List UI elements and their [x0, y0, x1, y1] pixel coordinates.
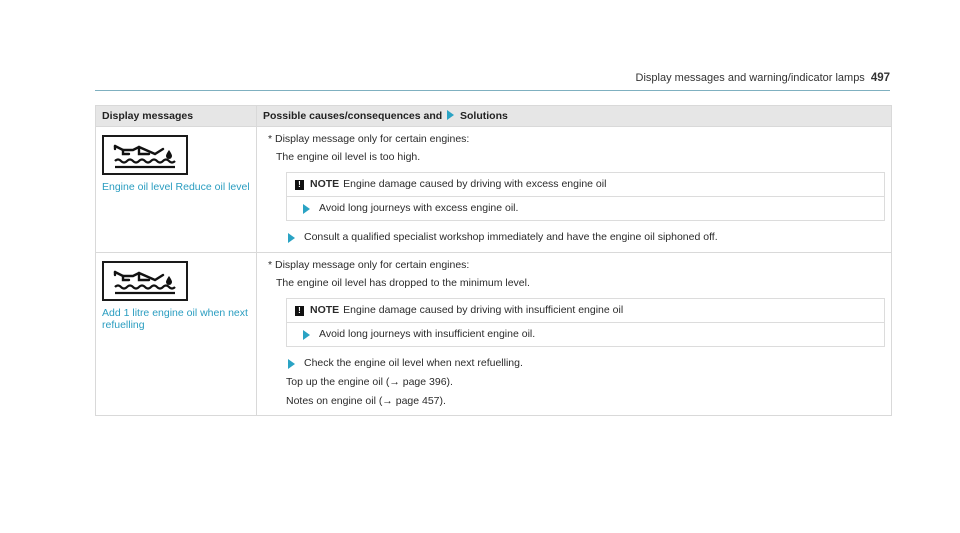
step-arrow-icon	[303, 330, 310, 340]
page-reference-top-up[interactable]: Top up the engine oil (→ page 396).	[286, 376, 453, 388]
note-label: NOTE	[310, 304, 340, 316]
cause-text: The engine oil level is too high.	[276, 151, 421, 163]
solutions-cell	[257, 127, 892, 253]
action-step	[286, 231, 885, 244]
step-arrow-icon	[303, 204, 310, 214]
cause-text: The engine oil level has dropped to the minimum level.	[276, 277, 530, 289]
table-row	[96, 253, 892, 416]
message-cell	[96, 127, 257, 253]
note-header	[287, 173, 884, 196]
note-header	[287, 299, 884, 322]
action-text: Check the engine oil level when next refuelling.	[304, 357, 523, 369]
column-header-causes-solutions	[257, 106, 892, 127]
page-reference-notes[interactable]: Notes on engine oil (→ page 457).	[286, 395, 446, 407]
running-head	[636, 72, 890, 84]
arrow-right-icon	[447, 110, 454, 120]
column-header-causes: Possible causes/consequences and	[263, 110, 443, 122]
note-text: Engine damage caused by driving with insufficient engine oil	[343, 304, 624, 316]
engine-oil-level-icon	[102, 261, 188, 301]
column-header-display-messages: Display messages	[96, 106, 257, 127]
note-box	[286, 298, 885, 347]
note-step	[287, 196, 884, 220]
note-step	[287, 322, 884, 346]
warning-icon: !	[295, 180, 304, 190]
display-messages-table	[95, 105, 892, 416]
column-header-solutions: Solutions	[460, 110, 508, 122]
table-row	[96, 127, 892, 253]
note-label: NOTE	[310, 178, 340, 190]
message-cell	[96, 253, 257, 416]
message-label: Add 1 litre engine oil when next refuelling	[102, 307, 248, 331]
action-step	[286, 357, 885, 370]
note-box	[286, 172, 885, 221]
solutions-cell	[257, 253, 892, 416]
engine-condition-note: * Display message only for certain engines:	[268, 133, 470, 145]
step-arrow-icon	[288, 233, 295, 243]
engine-oil-level-icon	[102, 135, 188, 175]
step-arrow-icon	[288, 359, 295, 369]
table-header-row	[96, 106, 892, 127]
running-head-title: Display messages and warning/indicator lamps	[635, 72, 865, 84]
page-number: 497	[870, 72, 890, 84]
header-rule	[95, 90, 890, 91]
warning-icon: !	[295, 306, 304, 316]
note-step-text: Avoid long journeys with insufficient engine oil.	[319, 328, 536, 340]
engine-condition-note: * Display message only for certain engines:	[268, 259, 470, 271]
action-text: Consult a qualified specialist workshop immediately and have the engine oil siphoned off.	[304, 231, 718, 243]
note-step-text: Avoid long journeys with excess engine oil.	[319, 202, 519, 214]
message-label: Engine oil level Reduce oil level	[102, 181, 250, 193]
note-text: Engine damage caused by driving with excess engine oil	[343, 178, 607, 190]
